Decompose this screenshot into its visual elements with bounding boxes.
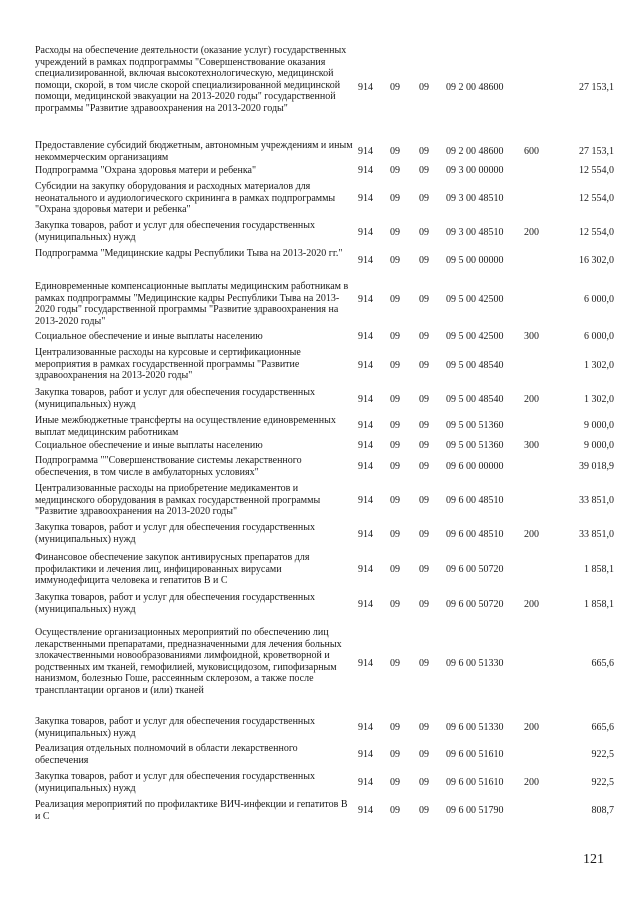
- row-target-code: 09 6 00 51610: [446, 749, 504, 760]
- row-admin-code: 914: [358, 227, 373, 238]
- row-subsection: 09: [419, 360, 429, 371]
- row-target-code: 09 6 00 50720: [446, 599, 504, 610]
- row-amount: 1 858,1: [584, 564, 614, 575]
- page-number: 121: [583, 852, 604, 867]
- row-description: Закупка товаров, работ и услуг для обеспечения государственных (муниципальных) нужд: [35, 522, 316, 545]
- row-section: 09: [390, 227, 400, 238]
- row-admin-code: 914: [358, 658, 373, 669]
- row-amount: 6 000,0: [584, 331, 614, 342]
- row-expense-type: 300: [524, 440, 539, 451]
- row-amount: 12 554,0: [579, 227, 614, 238]
- row-expense-type: 200: [524, 722, 539, 733]
- row-target-code: 09 2 00 48600: [446, 146, 504, 157]
- row-target-code: 09 6 00 48510: [446, 495, 504, 506]
- row-subsection: 09: [419, 146, 429, 157]
- row-admin-code: 914: [358, 193, 373, 204]
- row-target-code: 09 6 00 51610: [446, 777, 504, 788]
- row-target-code: 09 6 00 51330: [446, 722, 504, 733]
- row-section: 09: [390, 294, 400, 305]
- row-target-code: 09 5 00 51360: [446, 440, 504, 451]
- row-amount: 12 554,0: [579, 193, 614, 204]
- row-admin-code: 914: [358, 294, 373, 305]
- row-subsection: 09: [419, 294, 429, 305]
- row-description: Расходы на обеспечение деятельности (оказание услуг) государственных учреждений в рамках подпрограммы "Совершенствование оказания специализированной, включая высокотехнологическую, медицинской помощи, скорой, в том числе скорой специализированной медицинской помощи, медицинской эвакуации на 2013-2020 годы" государственной программы "Развитие здравоохранения на 2013-2020 годы": [35, 45, 347, 114]
- row-expense-type: 200: [524, 227, 539, 238]
- row-section: 09: [390, 495, 400, 506]
- row-admin-code: 914: [358, 495, 373, 506]
- row-amount: 33 851,0: [579, 495, 614, 506]
- row-description: Реализация мероприятий по профилактике ВИЧ-инфекции и гепатитов В и С: [35, 799, 348, 822]
- row-admin-code: 914: [358, 749, 373, 760]
- row-admin-code: 914: [358, 461, 373, 472]
- row-amount: 665,6: [591, 722, 614, 733]
- row-admin-code: 914: [358, 564, 373, 575]
- row-amount: 9 000,0: [584, 440, 614, 451]
- row-section: 09: [390, 749, 400, 760]
- row-section: 09: [390, 461, 400, 472]
- row-admin-code: 914: [358, 394, 373, 405]
- row-admin-code: 914: [358, 165, 373, 176]
- row-section: 09: [390, 658, 400, 669]
- row-amount: 1 302,0: [584, 360, 614, 371]
- row-amount: 808,7: [591, 805, 614, 816]
- row-amount: 665,6: [591, 658, 614, 669]
- row-subsection: 09: [419, 193, 429, 204]
- row-admin-code: 914: [358, 331, 373, 342]
- row-target-code: 09 5 00 00000: [446, 255, 504, 266]
- row-admin-code: 914: [358, 529, 373, 540]
- row-description: Социальное обеспечение и иные выплаты населению: [35, 331, 263, 342]
- row-section: 09: [390, 420, 400, 431]
- row-description: Единовременные компенсационные выплаты медицинским работникам в рамках подпрограммы "Медицинские кадры Республики Тыва на 2013-2020 годы" государственной программы "Развитие здравоохранения на 2013-2020 годы": [35, 281, 349, 327]
- row-subsection: 09: [419, 227, 429, 238]
- row-description: Закупка товаров, работ и услуг для обеспечения государственных (муниципальных) нужд: [35, 387, 316, 410]
- row-description: Реализация отдельных полномочий в области лекарственного обеспечения: [35, 743, 298, 766]
- row-expense-type: 200: [524, 529, 539, 540]
- row-section: 09: [390, 82, 400, 93]
- row-admin-code: 914: [358, 440, 373, 451]
- row-subsection: 09: [419, 495, 429, 506]
- row-subsection: 09: [419, 529, 429, 540]
- row-target-code: 09 6 00 48510: [446, 529, 504, 540]
- row-target-code: 09 5 00 48540: [446, 360, 504, 371]
- row-expense-type: 200: [524, 394, 539, 405]
- row-section: 09: [390, 564, 400, 575]
- row-admin-code: 914: [358, 599, 373, 610]
- row-target-code: 09 2 00 48600: [446, 82, 504, 93]
- row-description: Централизованные расходы на приобретение медикаментов и медицинского оборудования в рамках государственной программы "Развитие здравоохранения на 2013-2020 годы": [35, 483, 321, 518]
- row-section: 09: [390, 529, 400, 540]
- row-subsection: 09: [419, 777, 429, 788]
- row-subsection: 09: [419, 255, 429, 266]
- row-description: Централизованные расходы на курсовые и сертификационные мероприятия в рамках государственной программы "Развитие здравоохранения на 2013-2020 годы": [35, 347, 301, 382]
- row-description: Субсидии на закупку оборудования и расходных материалов для неонатального и аудиологического скрининга в рамках подпрограммы "Охрана здоровья матери и ребенка": [35, 181, 336, 216]
- row-admin-code: 914: [358, 82, 373, 93]
- row-section: 09: [390, 255, 400, 266]
- row-target-code: 09 5 00 48540: [446, 394, 504, 405]
- row-subsection: 09: [419, 599, 429, 610]
- row-target-code: 09 6 00 51330: [446, 658, 504, 669]
- row-description: Закупка товаров, работ и услуг для обеспечения государственных (муниципальных) нужд: [35, 592, 316, 615]
- row-target-code: 09 6 00 00000: [446, 461, 504, 472]
- row-expense-type: 200: [524, 599, 539, 610]
- row-subsection: 09: [419, 722, 429, 733]
- row-expense-type: 200: [524, 777, 539, 788]
- row-admin-code: 914: [358, 146, 373, 157]
- row-admin-code: 914: [358, 360, 373, 371]
- row-section: 09: [390, 722, 400, 733]
- row-admin-code: 914: [358, 722, 373, 733]
- row-section: 09: [390, 440, 400, 451]
- row-subsection: 09: [419, 805, 429, 816]
- row-amount: 12 554,0: [579, 165, 614, 176]
- row-section: 09: [390, 805, 400, 816]
- row-target-code: 09 5 00 42500: [446, 294, 504, 305]
- row-section: 09: [390, 165, 400, 176]
- row-section: 09: [390, 599, 400, 610]
- row-section: 09: [390, 193, 400, 204]
- row-description: Социальное обеспечение и иные выплаты населению: [35, 440, 263, 451]
- row-target-code: 09 6 00 50720: [446, 564, 504, 575]
- row-target-code: 09 5 00 51360: [446, 420, 504, 431]
- row-amount: 922,5: [591, 749, 614, 760]
- row-subsection: 09: [419, 331, 429, 342]
- row-subsection: 09: [419, 440, 429, 451]
- row-expense-type: 300: [524, 331, 539, 342]
- row-amount: 33 851,0: [579, 529, 614, 540]
- row-description: Подпрограмма ""Совершенствование системы лекарственного обеспечения, в том числе в амбулаторных условиях": [35, 455, 302, 478]
- row-description: Подпрограмма "Медицинские кадры Республики Тыва на 2013-2020 гг.": [35, 248, 343, 259]
- row-description: Закупка товаров, работ и услуг для обеспечения государственных (муниципальных) нужд: [35, 220, 316, 243]
- row-target-code: 09 3 00 00000: [446, 165, 504, 176]
- row-description: Осуществление организационных мероприятий по обеспечению лиц лекарственными препаратами, предназначенными для лечения больных злокачественными новообразованиями лимфоидной, кроветворной и родственных им тканей, гемофилией, муковисцидозом, гипофизарным нанизмом, болезнью Гоше, рассеянным склерозом, а также после трансплантации органов и (или) тканей: [35, 627, 342, 696]
- row-subsection: 09: [419, 165, 429, 176]
- row-target-code: 09 3 00 48510: [446, 193, 504, 204]
- row-expense-type: 600: [524, 146, 539, 157]
- row-description: Закупка товаров, работ и услуг для обеспечения государственных (муниципальных) нужд: [35, 771, 316, 794]
- row-admin-code: 914: [358, 777, 373, 788]
- row-subsection: 09: [419, 658, 429, 669]
- row-subsection: 09: [419, 420, 429, 431]
- row-admin-code: 914: [358, 805, 373, 816]
- row-admin-code: 914: [358, 420, 373, 431]
- row-amount: 1 302,0: [584, 394, 614, 405]
- row-description: Закупка товаров, работ и услуг для обеспечения государственных (муниципальных) нужд: [35, 716, 316, 739]
- row-description: Иные межбюджетные трансферты на осуществление единовременных выплат медицинским работникам: [35, 415, 336, 438]
- row-amount: 27 153,1: [579, 146, 614, 157]
- row-section: 09: [390, 777, 400, 788]
- row-amount: 6 000,0: [584, 294, 614, 305]
- row-target-code: 09 6 00 51790: [446, 805, 504, 816]
- row-subsection: 09: [419, 749, 429, 760]
- row-admin-code: 914: [358, 255, 373, 266]
- row-section: 09: [390, 146, 400, 157]
- row-description: Подпрограмма "Охрана здоровья матери и ребенка": [35, 165, 257, 176]
- row-amount: 9 000,0: [584, 420, 614, 431]
- row-subsection: 09: [419, 461, 429, 472]
- row-amount: 1 858,1: [584, 599, 614, 610]
- row-subsection: 09: [419, 82, 429, 93]
- row-amount: 922,5: [591, 777, 614, 788]
- row-subsection: 09: [419, 564, 429, 575]
- row-amount: 16 302,0: [579, 255, 614, 266]
- row-section: 09: [390, 331, 400, 342]
- row-amount: 39 018,9: [579, 461, 614, 472]
- row-section: 09: [390, 360, 400, 371]
- row-subsection: 09: [419, 394, 429, 405]
- row-amount: 27 153,1: [579, 82, 614, 93]
- row-section: 09: [390, 394, 400, 405]
- row-target-code: 09 5 00 42500: [446, 331, 504, 342]
- row-description: Финансовое обеспечение закупок антивирусных препаратов для профилактики и лечения лиц, инфицированных вирусами иммунодефицита человека и гепатитов В и С: [35, 552, 310, 587]
- row-target-code: 09 3 00 48510: [446, 227, 504, 238]
- row-description: Предоставление субсидий бюджетным, автономным учреждениям и иным некоммерческим организациям: [35, 140, 353, 163]
